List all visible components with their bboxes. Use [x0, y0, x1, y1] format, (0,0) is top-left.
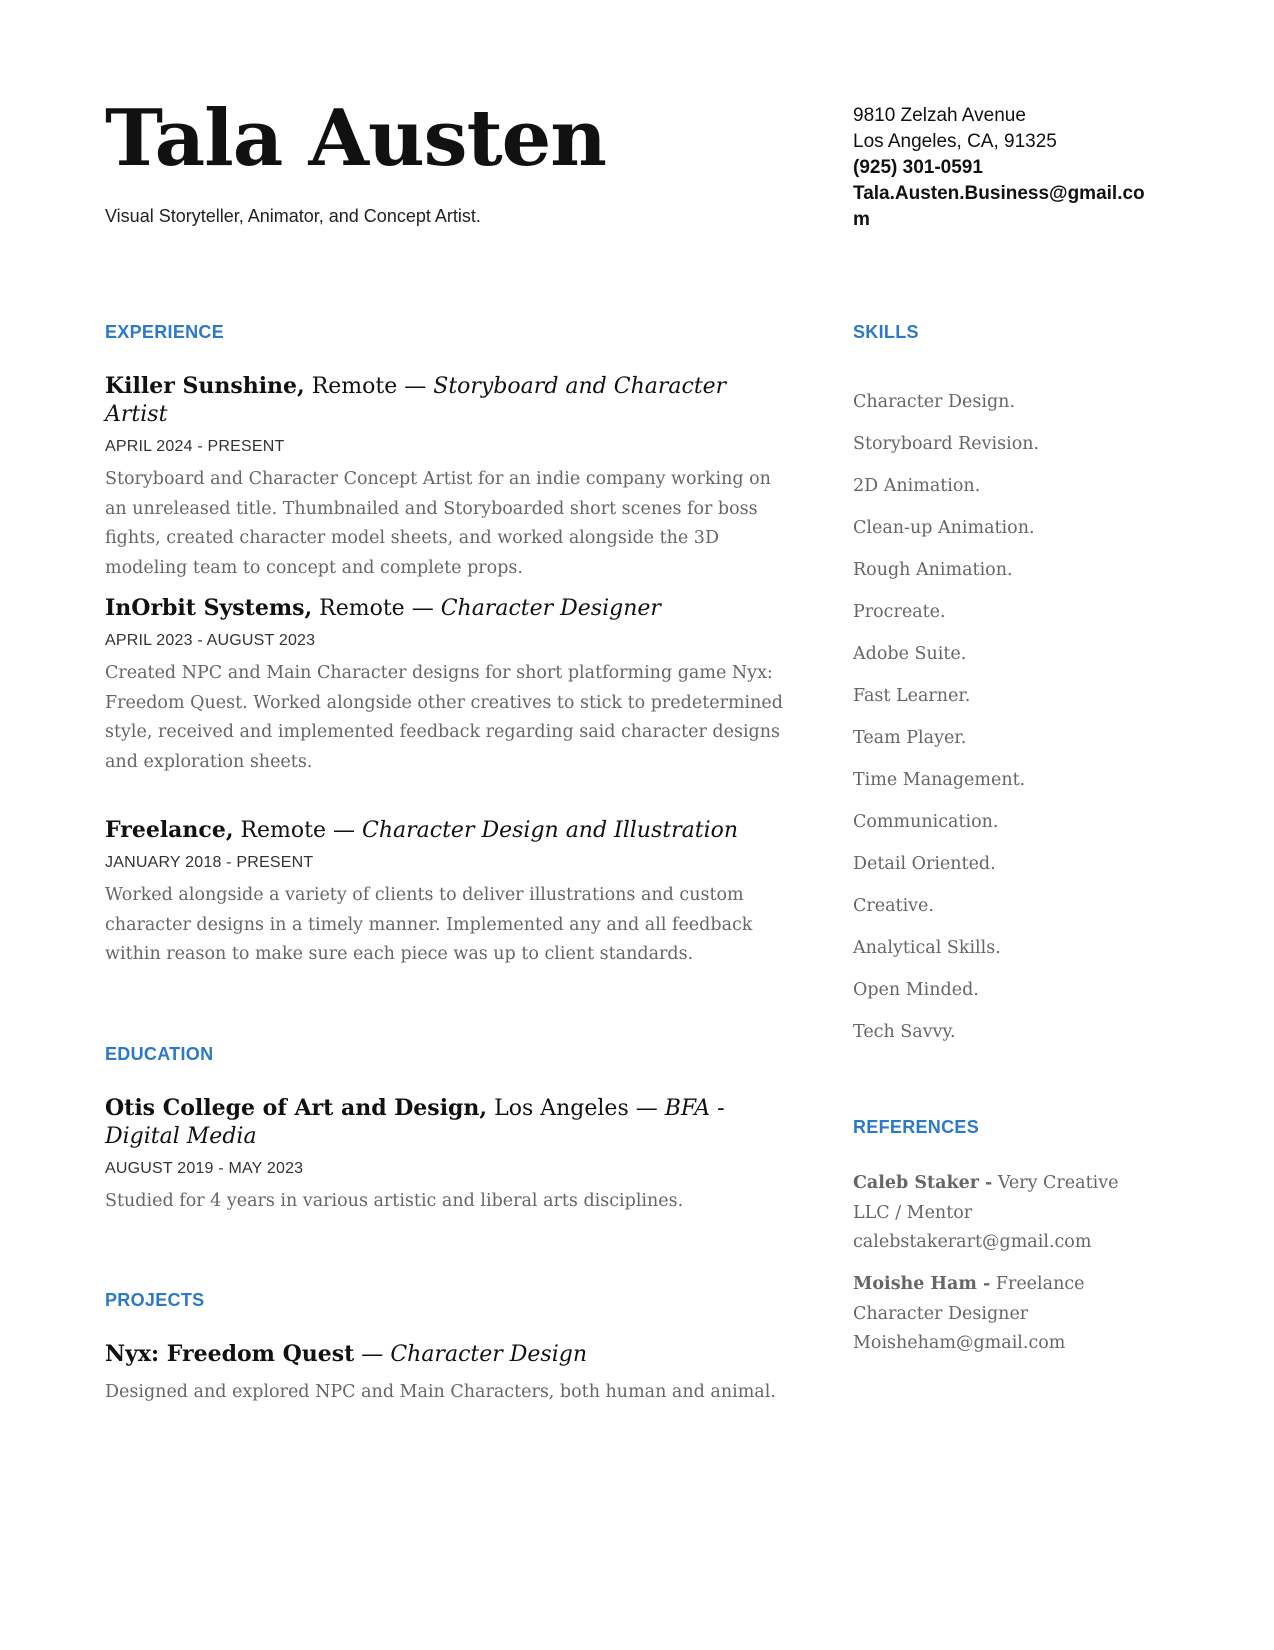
entry-org: Nyx: Freedom Quest [105, 1341, 355, 1367]
entry-description: Designed and explored NPC and Main Characters, both human and animal. [105, 1382, 776, 1402]
entry-title [105, 816, 795, 845]
skill-item: Character Design. [853, 392, 1016, 412]
entry-description: Worked alongside a variety of clients to deliver illustrations and custom character designs in a timely manner. Implemented any and all feedback within reason to make sure each piece was up to client standards. [105, 885, 753, 964]
entry-dates: AUGUST 2019 - MAY 2023 [105, 1160, 304, 1177]
skills-list [853, 390, 1153, 1062]
skill-item: Detail Oriented. [853, 854, 996, 874]
entry-location: Remote — [233, 818, 363, 843]
entry-location: Remote — [312, 596, 441, 621]
entry-description: Created NPC and Main Character designs for short platforming game Nyx: Freedom Quest. Worked alongside other creatives to stick to predetermined style, received and implemented feedback regarding said character designs and exploration sheets. [105, 663, 783, 772]
entry-title [105, 1094, 795, 1151]
entry-org: Freelance, [105, 817, 234, 843]
reference-name: Caleb Staker - [853, 1173, 993, 1193]
entry-dates: APRIL 2023 - AUGUST 2023 [105, 632, 316, 649]
project-entry [105, 1340, 795, 1408]
reference-entry [853, 1169, 1133, 1258]
experience-entry [105, 594, 795, 777]
skill-item: Procreate. [853, 602, 946, 622]
references-heading: REFERENCES [853, 1117, 980, 1137]
entry-role: Storyboard and Character Artist [105, 374, 727, 427]
entry-dates: JANUARY 2018 - PRESENT [105, 854, 314, 871]
contact-city: Los Angeles, CA, 91325 [853, 131, 1057, 152]
entry-title [105, 372, 795, 429]
entry-org: InOrbit Systems, [105, 595, 313, 621]
entry-role: BFA - Digital Media [105, 1096, 725, 1149]
entry-location: Remote — [304, 374, 434, 399]
experience-entry [105, 816, 795, 970]
skill-item: Rough Animation. [853, 560, 1013, 580]
entry-title [105, 594, 795, 623]
skill-item: Clean-up Animation. [853, 518, 1035, 538]
reference-detail: Very Creative LLC / Mentor [853, 1173, 1119, 1223]
reference-email[interactable]: calebstakerart@gmail.com [853, 1232, 1092, 1252]
contact-block [853, 103, 1153, 233]
skill-item: 2D Animation. [853, 476, 981, 496]
skill-item: Communication. [853, 812, 999, 832]
entry-title [105, 1340, 795, 1369]
experience-entry [105, 372, 795, 583]
entry-location: Los Angeles — [487, 1096, 665, 1121]
entry-org: Otis College of Art and Design, [105, 1095, 488, 1121]
education-entry [105, 1094, 795, 1217]
entry-separator: — [354, 1342, 391, 1367]
reference-detail: Freelance Character Designer [853, 1274, 1085, 1324]
entry-role: Character Design and Illustration [362, 818, 739, 843]
skill-item: Analytical Skills. [853, 938, 1001, 958]
skill-item: Storyboard Revision. [853, 434, 1040, 454]
entry-description: Storyboard and Character Concept Artist for an indie company working on an unreleased title. Thumbnailed and Storyboarded short scenes for boss fights, created character model sheets, and worked alongside the 3D modeling team to concept and complete props. [105, 469, 771, 578]
skill-item: Team Player. [853, 728, 967, 748]
entry-org: Killer Sunshine, [105, 373, 305, 399]
education-heading: EDUCATION [105, 1044, 214, 1064]
reference-name: Moishe Ham - [853, 1274, 991, 1294]
applicant-tagline: Visual Storyteller, Animator, and Concept Artist. [105, 206, 481, 226]
reference-email[interactable]: Moisheham@gmail.com [853, 1333, 1066, 1353]
skill-item: Tech Savvy. [853, 1022, 956, 1042]
applicant-name: Tala Austen [105, 93, 606, 184]
contact-street: 9810 Zelzah Avenue [853, 105, 1026, 126]
skills-heading: SKILLS [853, 322, 919, 342]
experience-heading: EXPERIENCE [105, 322, 225, 342]
skill-item: Open Minded. [853, 980, 979, 1000]
skill-item: Creative. [853, 896, 934, 916]
entry-description: Studied for 4 years in various artistic and liberal arts disciplines. [105, 1191, 684, 1211]
entry-role: Character Designer [440, 596, 661, 621]
entry-dates: APRIL 2024 - PRESENT [105, 438, 285, 455]
reference-entry [853, 1270, 1133, 1359]
contact-phone: (925) 301-0591 [853, 157, 983, 178]
skill-item: Adobe Suite. [853, 644, 967, 664]
skill-item: Fast Learner. [853, 686, 971, 706]
entry-role: Character Design [390, 1342, 587, 1367]
skill-item: Time Management. [853, 770, 1026, 790]
projects-heading: PROJECTS [105, 1290, 205, 1310]
contact-email[interactable]: Tala.Austen.Business@gmail.com [853, 183, 1145, 230]
